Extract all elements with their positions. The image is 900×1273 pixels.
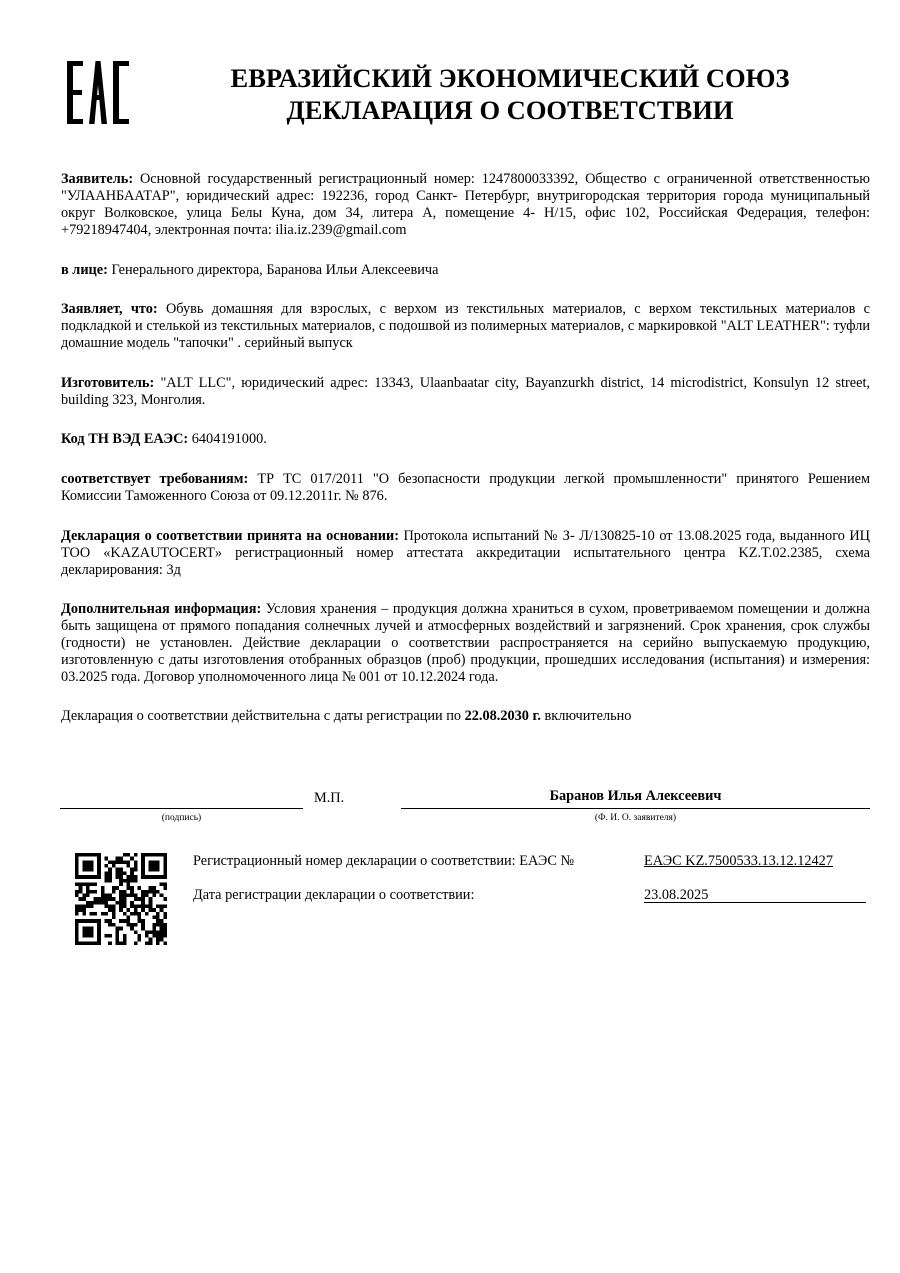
- requirements-label: соответствует требованиям:: [61, 471, 249, 487]
- additional-info-label: Дополнительная информация:: [61, 601, 262, 617]
- registration-date-line: [644, 902, 866, 903]
- eac-logo-icon: [67, 61, 129, 124]
- applicant-section: [61, 171, 870, 239]
- manufacturer-text: "ALT LLC", юридический адрес: 13343, Ulaanbaatar city, Bayanzurkh district, 14 microdistrict, Konsulyn 12 street, building 323, Монголия.: [61, 375, 870, 408]
- applicant-text: Основной государственный регистрационный номер: 1247800033392, Общество с ограниченной ответственностью "УЛААНБААТАР", юридический адрес: 192236, город Санкт- Петербург, внутригородская территория города муниципальный округ Волковское, улица Белы Куна, дом 34, литера А, помещение 4- Н/15, офис 102, Российская Федерация, телефон: +79218947404, электронная почта: ilia.iz.239@gmail.com: [61, 171, 870, 238]
- qr-code-icon: [75, 853, 167, 945]
- manufacturer-section: [61, 375, 870, 409]
- title-line-declaration: ДЕКЛАРАЦИЯ О СООТВЕТСТВИИ: [286, 95, 734, 125]
- basis-section: [61, 528, 870, 579]
- title-line-union: ЕВРАЗИЙСКИЙ ЭКОНОМИЧЕСКИЙ СОЮЗ: [230, 63, 790, 93]
- validity-prefix: Декларация о соответствии действительна с даты регистрации по: [61, 708, 462, 724]
- declares-section: [61, 301, 870, 352]
- declares-label: Заявляет, что:: [61, 301, 158, 317]
- represented-by-section: [61, 262, 870, 279]
- registration-number-value: ЕАЭС KZ.7500533.13.12.12427: [644, 853, 833, 869]
- validity-date: 22.08.2030 г.: [464, 708, 541, 724]
- hs-code-section: [61, 431, 870, 448]
- validity-section: [61, 708, 870, 725]
- validity-suffix: включительно: [544, 708, 632, 724]
- registration-number-label: Регистрационный номер декларации о соответствии: ЕАЭС №: [193, 853, 575, 869]
- applicant-label: Заявитель:: [61, 171, 134, 187]
- basis-label: Декларация о соответствии принята на основании:: [61, 528, 399, 544]
- signature-line: [60, 808, 303, 809]
- signer-caption: (Ф. И. О. заявителя): [594, 813, 677, 823]
- signer-name-line: [401, 808, 870, 809]
- stamp-label: М.П.: [314, 790, 345, 806]
- signer-name: Баранов Илья Алексеевич: [549, 788, 722, 804]
- requirements-text: ТР ТС 017/2011 "О безопасности продукции легкой промышленности" принятого Решением Комиссии Таможенного Союза от 09.12.2011г. № 876.: [61, 471, 870, 504]
- document-title: [150, 62, 870, 126]
- requirements-section: [61, 471, 870, 505]
- manufacturer-label: Изготовитель:: [61, 375, 155, 391]
- hs-code-label: Код ТН ВЭД ЕАЭС:: [61, 431, 189, 447]
- registration-date-label: Дата регистрации декларации о соответствии:: [193, 887, 475, 903]
- signature-caption: (подпись): [161, 813, 202, 823]
- represented-by-label: в лице:: [61, 262, 108, 278]
- represented-by-text: Генерального директора, Баранова Ильи Алексеевича: [111, 262, 439, 278]
- hs-code-text: 6404191000.: [191, 431, 267, 447]
- additional-info-text: Условия хранения – продукция должна храниться в сухом, проветриваемом помещении и должна быть защищена от прямого попадания солнечных лучей и атмосферных воздействий и загрязнений. Срок хранения, срок службы (годности) не установлен. Действие декларации о соответствии распространяется на серийно выпускаемую продукцию, изготовленную с даты изготовления отобранных образцов (проб) продукции, прошедших исследования (испытания) и измерения: 03.2025 года. Договор уполномоченного лица № 001 от 10.12.2024 года.: [61, 601, 871, 685]
- registration-date-value: 23.08.2025: [644, 887, 709, 903]
- declares-text: Обувь домашняя для взрослых, с верхом из текстильных материалов, с верхом текстильных материалов с подкладкой и стелькой из текстильных материалов, с подошвой из полимерных материалов, с маркировкой "ALT LEATHER": туфли домашние модель "тапочки" . серийный выпуск: [61, 301, 871, 351]
- basis-text: Протокола испытаний № З- Л/130825-10 от 13.08.2025 года, выданного ИЦ ТОО «KAZAUTOCERT» регистрационный номер аттестата аккредитации испытательного центра KZ.T.02.2385, схема декларирования: 3д: [61, 528, 870, 578]
- additional-info-section: [61, 601, 870, 686]
